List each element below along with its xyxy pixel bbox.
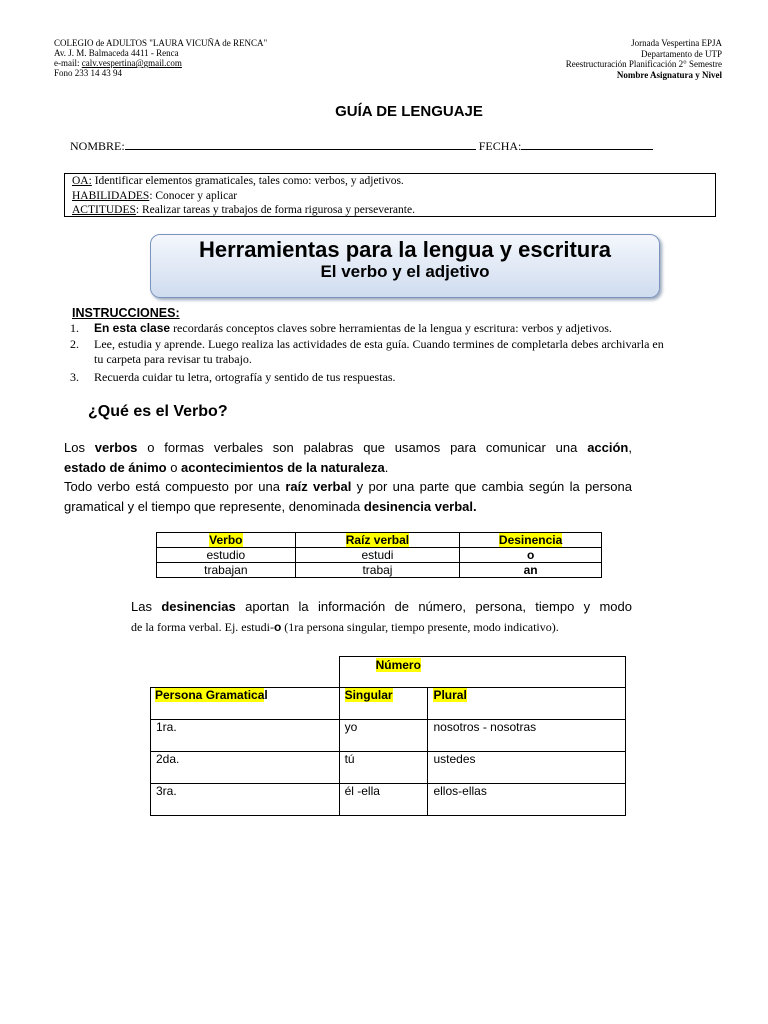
oa-label: OA: — [72, 175, 92, 187]
topic-banner — [150, 234, 660, 298]
verb-definition — [64, 438, 632, 516]
department-header — [566, 38, 722, 80]
text-bold: desinencias — [161, 599, 236, 614]
table-header-row — [157, 533, 602, 548]
instruction-text — [94, 321, 664, 336]
desinencias-paragraph — [131, 597, 632, 637]
table-cell: yo — [339, 720, 428, 752]
table-cell: an — [460, 563, 602, 578]
verb-heading: ¿Qué es el Verbo? — [88, 403, 228, 420]
oa-line — [72, 174, 715, 189]
header-label: Número — [375, 658, 421, 672]
oa-text: Identificar elementos gramaticales, tales como: verbos, y adjetivos. — [91, 175, 404, 187]
banner-title: Herramientas para la lengua y escritura — [198, 237, 612, 262]
text: . — [384, 459, 389, 475]
instruction-text: Lee, estudia y aprende. Luego realiza las actividades de esta guía. Cuando termines de completarla debes archivarla en tu carpeta para revisar tu trabajo. — [94, 337, 664, 366]
empty-corner — [151, 657, 340, 688]
header-label: Persona Gramatica — [155, 688, 265, 702]
table-row — [157, 548, 602, 563]
text: Las — [131, 599, 162, 614]
table-header — [157, 533, 296, 548]
date-label: FECHA: — [478, 139, 522, 153]
instruction-number: 1. — [70, 321, 79, 335]
table-cell: él -ella — [339, 784, 428, 816]
name-field[interactable] — [125, 138, 470, 150]
instructions-heading: INSTRUCCIONES: — [72, 306, 180, 320]
subject: Nombre Asignatura y Nivel — [616, 69, 722, 80]
table-cell: 1ra. — [151, 720, 340, 752]
header-label: Raíz verbal — [345, 533, 410, 547]
table-cell: ellos-ellas — [428, 784, 626, 816]
person-table — [150, 656, 626, 816]
table-cell: estudio — [157, 548, 296, 563]
instruction-item — [70, 337, 670, 367]
date-field-end — [647, 138, 653, 150]
table-cell: 3ra. — [151, 784, 340, 816]
header-label: Singular — [344, 688, 393, 702]
table-header — [151, 688, 340, 720]
text-bold: desinencia verbal. — [363, 498, 477, 514]
text-bold: acontecimientos de la naturaleza — [181, 459, 385, 475]
skills-text: : Conocer y aplicar — [149, 189, 238, 202]
skills-line — [72, 189, 715, 204]
name-field-end — [470, 138, 476, 150]
attitudes-line — [72, 203, 715, 218]
table-cell: trabaj — [295, 563, 460, 578]
number-group-header — [339, 657, 625, 688]
desinencias-line — [131, 597, 632, 617]
table-header — [460, 533, 602, 548]
header-label: Plural — [433, 688, 467, 702]
text: Los — [64, 440, 95, 455]
objectives-box — [64, 173, 716, 217]
text-bold: o — [273, 620, 282, 634]
table-row — [151, 720, 626, 752]
school-header — [54, 38, 267, 78]
text: y por una parte que cambia según la persona gramatical y el tiempo que represente, denominada — [64, 479, 632, 514]
table-cell: trabajan — [157, 563, 296, 578]
table-cell: o — [460, 548, 602, 563]
header-label: Verbo — [209, 533, 243, 547]
table-cell: tú — [339, 752, 428, 784]
text: Todo verbo está compuesto por una — [64, 479, 286, 494]
plan: Reestructuración Planificación 2° Semestre — [565, 59, 722, 69]
header-label: Desinencia — [498, 533, 563, 547]
attitudes-text: : Realizar tareas y trabajos de forma rigurosa y perseverante. — [135, 204, 415, 216]
name-label: NOMBRE: — [70, 139, 125, 153]
school-name: COLEGIO de ADULTOS "LAURA VICUÑA de RENCA" — [54, 38, 268, 48]
text-bold: acción — [587, 440, 629, 455]
attitudes-label: ACTITUDES — [72, 204, 136, 216]
table-row — [151, 752, 626, 784]
text: (1ra persona singular, tiempo presente, modo indicativo). — [281, 620, 559, 634]
verb-table — [156, 532, 602, 578]
page-title: GUÍA DE LENGUAJE — [335, 103, 483, 120]
instruction-body: recordarás conceptos claves sobre herramientas de la lengua y escritura: verbos y adjetivos. — [170, 321, 612, 335]
text-bold: raíz verbal — [285, 479, 352, 494]
table-header — [339, 688, 428, 720]
instruction-item — [70, 321, 670, 336]
department: Departamento de UTP — [641, 48, 722, 59]
instruction-number: 3. — [70, 370, 79, 384]
instruction-number: 2. — [70, 337, 79, 351]
instruction-item — [70, 370, 670, 385]
name-date-line — [70, 138, 653, 154]
text: aportan la información de número, persona, tiempo y modo — [235, 599, 632, 614]
table-cell: ustedes — [428, 752, 626, 784]
school-phone: Fono 233 14 43 94 — [54, 68, 123, 78]
table-header-row — [151, 657, 626, 688]
text: , — [628, 440, 632, 455]
table-header — [428, 688, 626, 720]
banner-subtitle: El verbo y el adjetivo — [320, 262, 490, 281]
desinencias-example — [131, 617, 632, 637]
table-header-row — [151, 688, 626, 720]
email-link[interactable]: calv.vespertina@gmail.com — [81, 58, 182, 68]
table-cell: 2da. — [151, 752, 340, 784]
table-row — [151, 784, 626, 816]
header-label: l — [264, 688, 268, 702]
text: o — [166, 459, 182, 475]
table-header — [295, 533, 460, 548]
verb-definition-line — [64, 458, 632, 478]
email-label: e-mail: — [54, 58, 82, 68]
text-bold: verbos — [94, 440, 138, 455]
text-bold: estado de ánimo — [64, 459, 167, 475]
skills-label: HABILIDADES — [72, 189, 150, 202]
instruction-bold: En esta clase — [94, 321, 171, 335]
school-address: Av. J. M. Balmaceda 4411 - Renca — [54, 48, 179, 58]
jornada: Jornada Vespertina EPJA — [631, 38, 722, 48]
instruction-text: Recuerda cuidar tu letra, ortografía y sentido de tus respuestas. — [94, 370, 396, 384]
school-email-line — [54, 58, 267, 68]
text: o formas verbales son palabras que usamos para comunicar una — [137, 440, 588, 455]
verb-definition-line — [64, 438, 632, 458]
text: de la forma verbal. Ej. estudi- — [131, 620, 274, 634]
table-row — [157, 563, 602, 578]
date-field[interactable] — [521, 138, 647, 150]
table-cell: nosotros - nosotras — [428, 720, 626, 752]
verb-composition — [64, 477, 632, 516]
table-cell: estudi — [295, 548, 460, 563]
